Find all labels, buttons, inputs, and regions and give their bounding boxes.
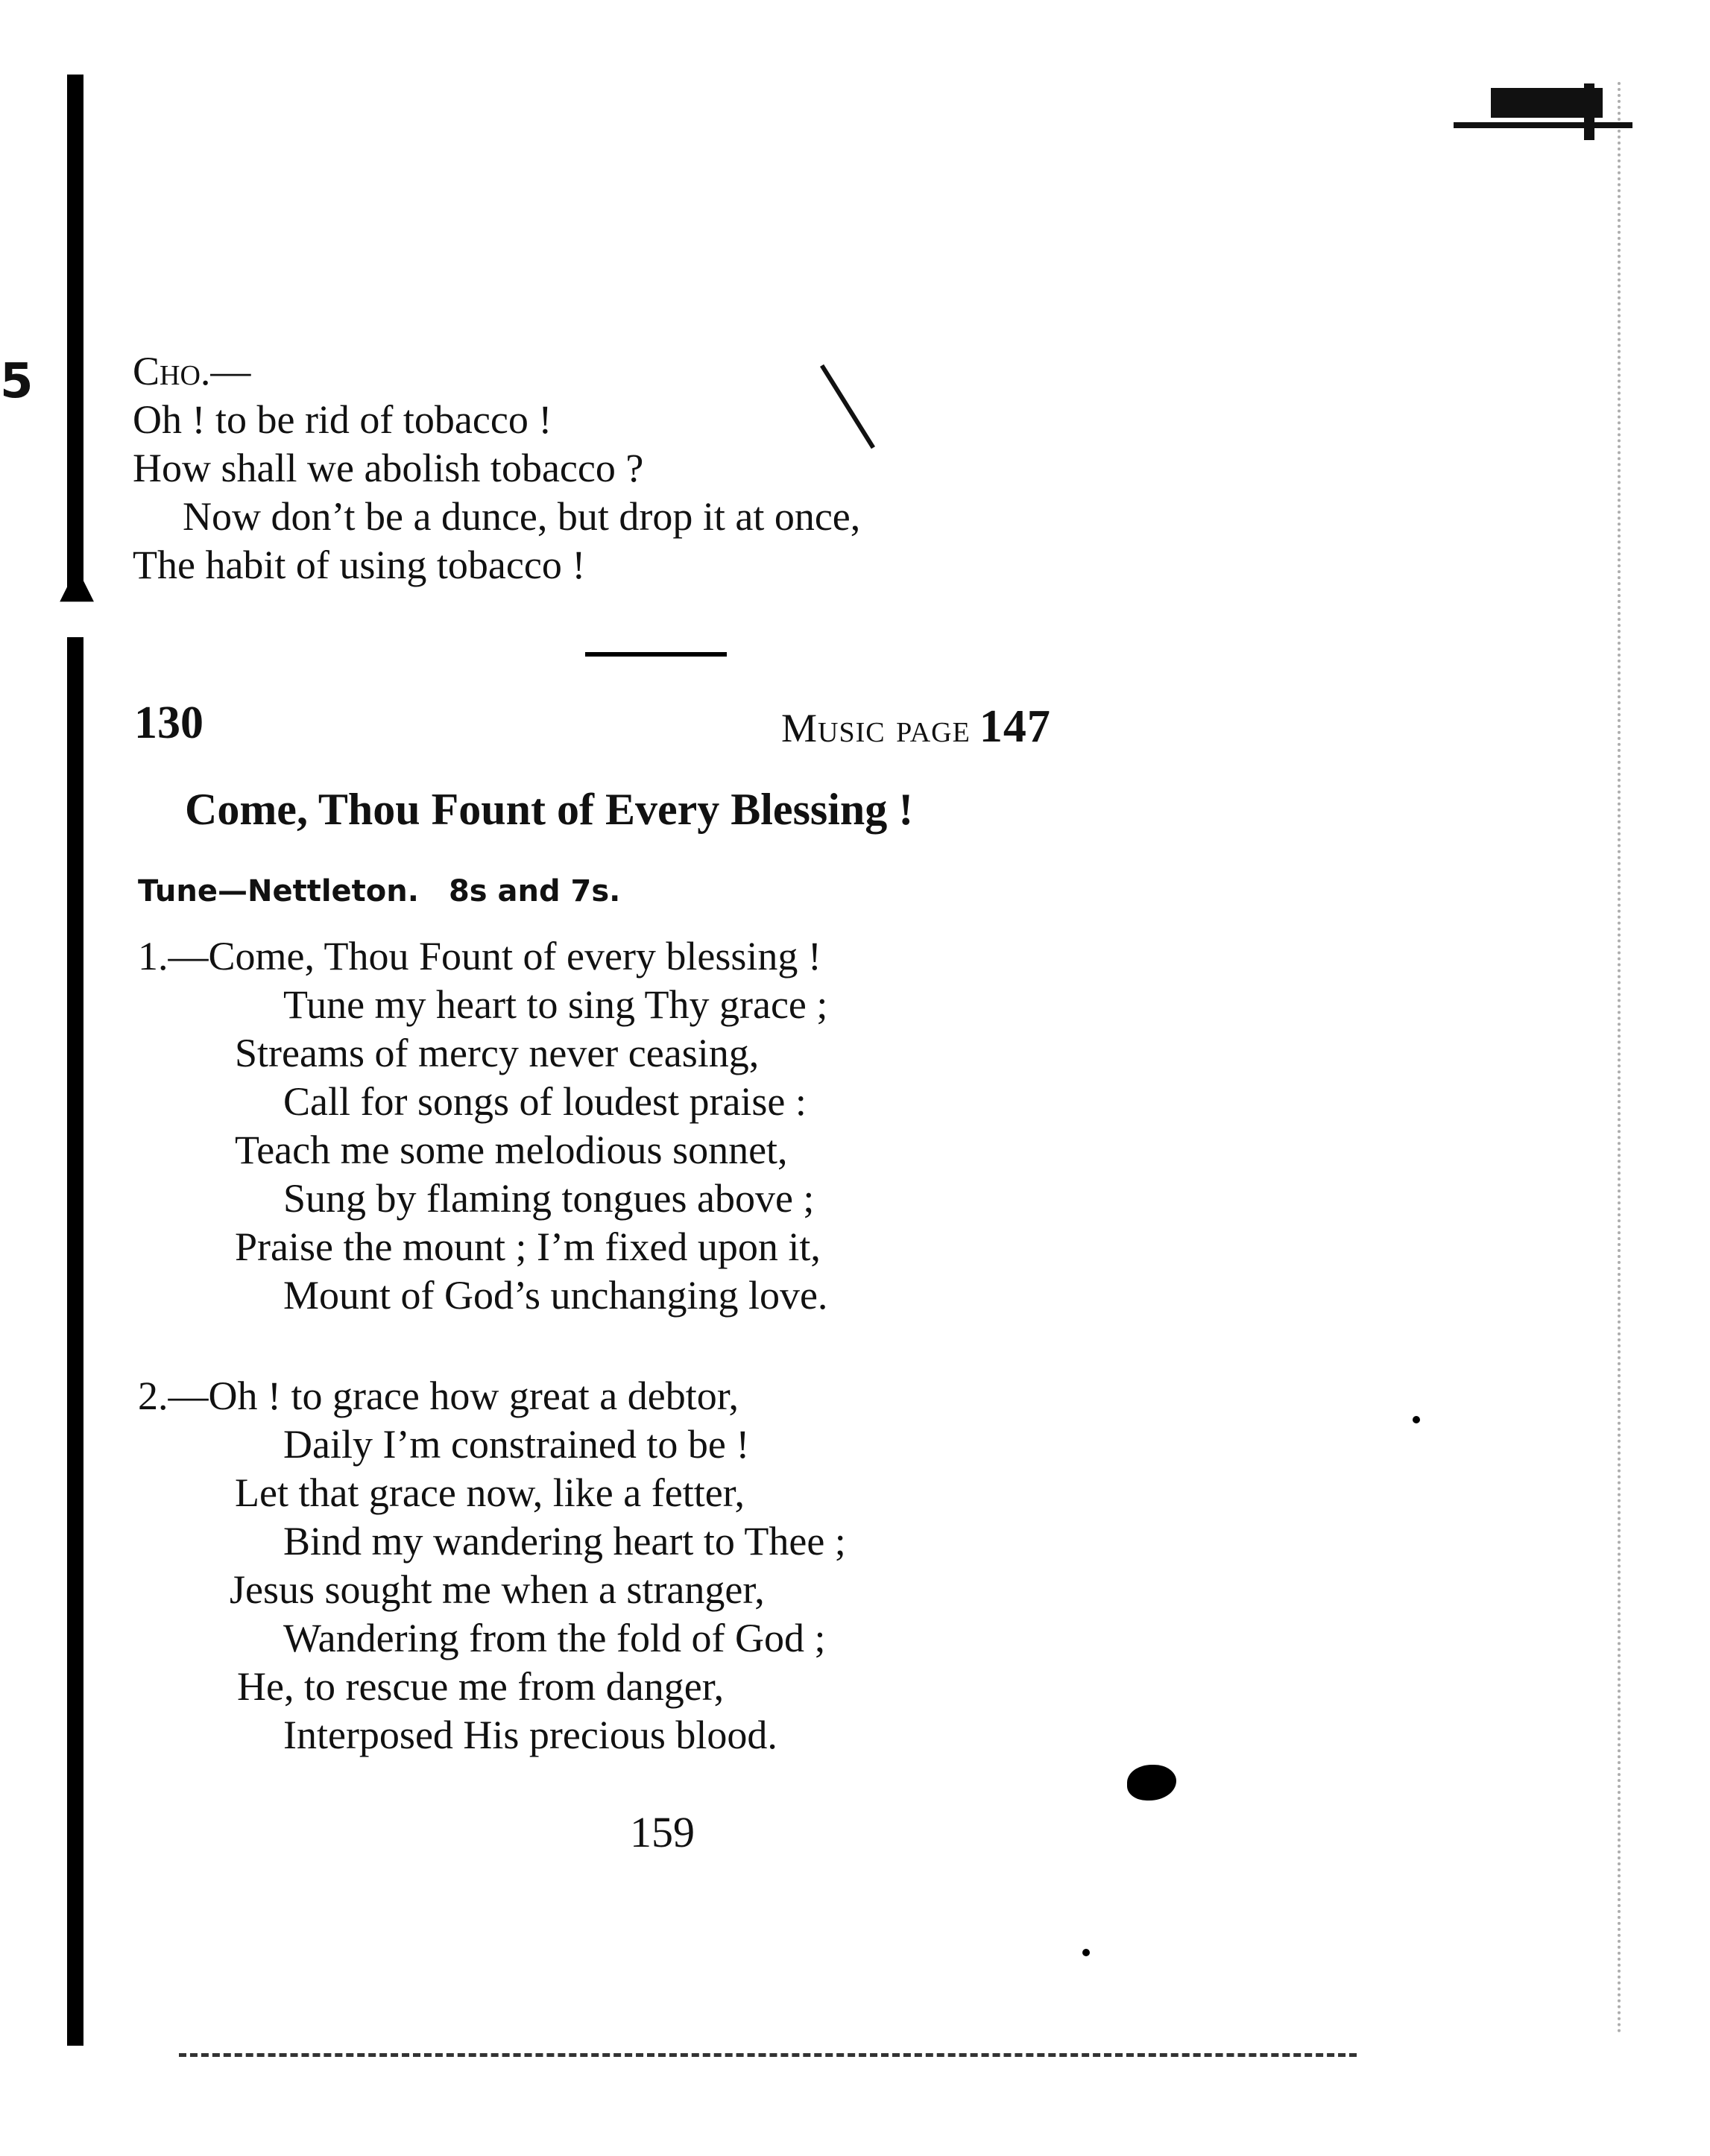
page-number: 159 xyxy=(630,1808,695,1856)
verse-line: Call for songs of loudest praise : xyxy=(283,1079,807,1124)
chorus-label: Cho.— xyxy=(133,349,251,393)
verse-line: Praise the mount ; I’m fixed upon it, xyxy=(235,1224,821,1269)
verse-line: Sung by flaming tongues above ; xyxy=(283,1176,815,1221)
bottom-dashed-rule xyxy=(179,2053,1357,2057)
verse-line: Teach me some melodious sonnet, xyxy=(235,1128,788,1172)
tune-meter: 8s and 7s. xyxy=(448,874,621,908)
binding-edge-top xyxy=(67,75,83,589)
chorus-line: Oh ! to be rid of tobacco ! xyxy=(133,397,552,442)
music-page-label: Music page xyxy=(781,706,971,750)
ink-speck xyxy=(1413,1416,1420,1423)
tune-line xyxy=(138,874,620,908)
verse-line: Bind my wandering heart to Thee ; xyxy=(283,1519,846,1564)
verse-line: Interposed His precious blood. xyxy=(283,1713,777,1757)
section-divider xyxy=(585,652,727,657)
music-page-number: 147 xyxy=(979,701,1051,752)
margin-mark: 5 xyxy=(0,354,34,409)
verse-line: 2.—Oh ! to grace how great a debtor, xyxy=(138,1373,739,1418)
verse-line: Jesus sought me when a stranger, xyxy=(230,1567,765,1612)
hymn-title: Come, Thou Fount of Every Blessing ! xyxy=(185,785,914,834)
ink-blot xyxy=(1127,1765,1176,1801)
verse-number: 1. xyxy=(138,934,168,979)
verse-line: Tune my heart to sing Thy grace ; xyxy=(283,982,828,1027)
page-right-edge xyxy=(1618,82,1624,2035)
verse-line: Streams of mercy never ceasing, xyxy=(235,1031,760,1075)
verse-line: Wandering from the fold of God ; xyxy=(283,1616,826,1660)
verse-line: He, to rescue me from danger, xyxy=(237,1664,725,1709)
verse-line: Let that grace now, like a fetter, xyxy=(235,1470,745,1515)
pen-stroke xyxy=(820,364,875,449)
tune-name: Tune—Nettleton. xyxy=(138,874,419,908)
binding-arrow-mark: ▲ xyxy=(60,555,95,607)
chorus-line: Now don’t be a dunce, but drop it at once, xyxy=(183,494,861,539)
chorus-line: How shall we abolish tobacco ? xyxy=(133,446,644,490)
hymn-number: 130 xyxy=(134,698,204,748)
verse-number: 2. xyxy=(138,1373,168,1418)
chorus-line: The habit of using tobacco ! xyxy=(133,543,586,587)
verse-line: Daily I’m constrained to be ! xyxy=(283,1422,750,1467)
ink-speck xyxy=(1082,1949,1090,1956)
music-page-reference xyxy=(781,701,1051,753)
verse-line: Mount of God’s unchanging love. xyxy=(283,1273,828,1318)
binding-edge-bottom xyxy=(67,637,83,2046)
scan-smudge-top-right xyxy=(1454,83,1632,140)
verse-line: 1.—Come, Thou Fount of every blessing ! xyxy=(138,934,821,979)
